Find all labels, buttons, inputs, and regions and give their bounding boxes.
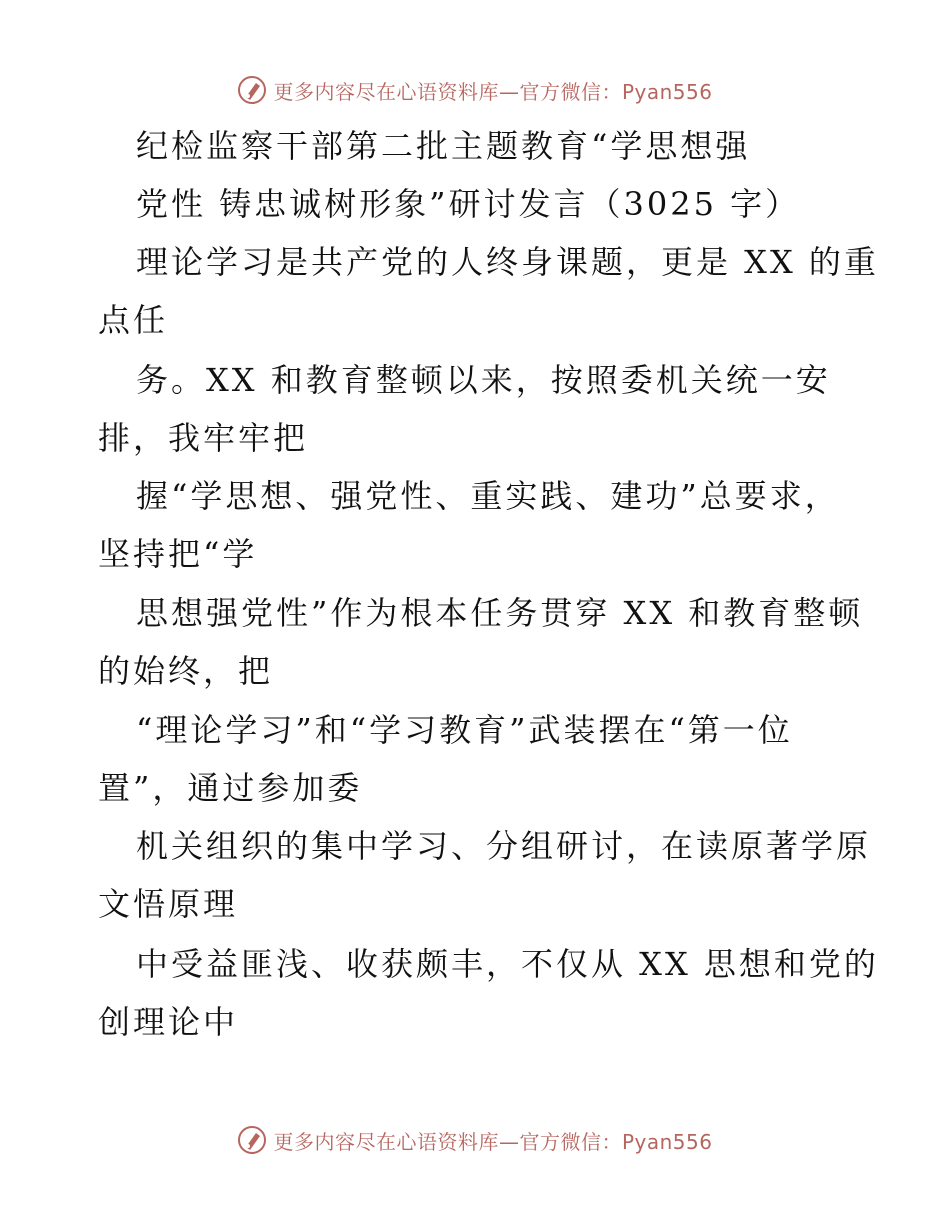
paragraph-line: 务。XX 和教育整顿以来，按照委机关统一安 [136, 361, 831, 399]
paragraph-line: 创理论中 [98, 1003, 239, 1041]
doc-title-line-1: 纪检监察干部第二批主题教育“学思想强 [136, 127, 751, 165]
header-banner [0, 70, 950, 110]
header-banner-text: 更多内容尽在心语资料库—官方微信：Pyan556 [273, 79, 713, 104]
footer-banner-text: 更多内容尽在心语资料库—官方微信：Pyan556 [273, 1129, 713, 1154]
pen-logo-icon [237, 1125, 267, 1155]
paragraph-line: 思想强党性”作为根本任务贯穿 XX 和教育整顿 [136, 594, 864, 632]
paragraph-line: 理论学习是共产党的人终身课题，更是 XX 的重 [136, 243, 879, 281]
paragraph-line: 点任 [98, 301, 169, 339]
pen-logo-icon [237, 75, 267, 105]
paragraph-line: 置”，通过参加委 [98, 769, 363, 807]
paragraph-line: 坚持把“学 [98, 535, 258, 573]
paragraph-line: 文悟原理 [98, 885, 239, 923]
paragraph-line: 排，我牢牢把 [98, 419, 309, 457]
paragraph-line: 的始终，把 [98, 652, 274, 690]
paragraph-line: “理论学习”和“学习教育”武装摆在“第一位 [136, 711, 793, 749]
paragraph-line: 握“学思想、强党性、重实践、建功”总要求， [136, 477, 840, 515]
doc-title-line-2: 党性 铸忠诚树形象”研讨发言（3025 字） [136, 185, 801, 223]
paragraph-line: 中受益匪浅、收获颇丰，不仅从 XX 思想和党的 [136, 945, 879, 983]
footer-banner [0, 1120, 950, 1160]
paragraph-line: 机关组织的集中学习、分组研讨，在读原著学原 [136, 827, 872, 865]
